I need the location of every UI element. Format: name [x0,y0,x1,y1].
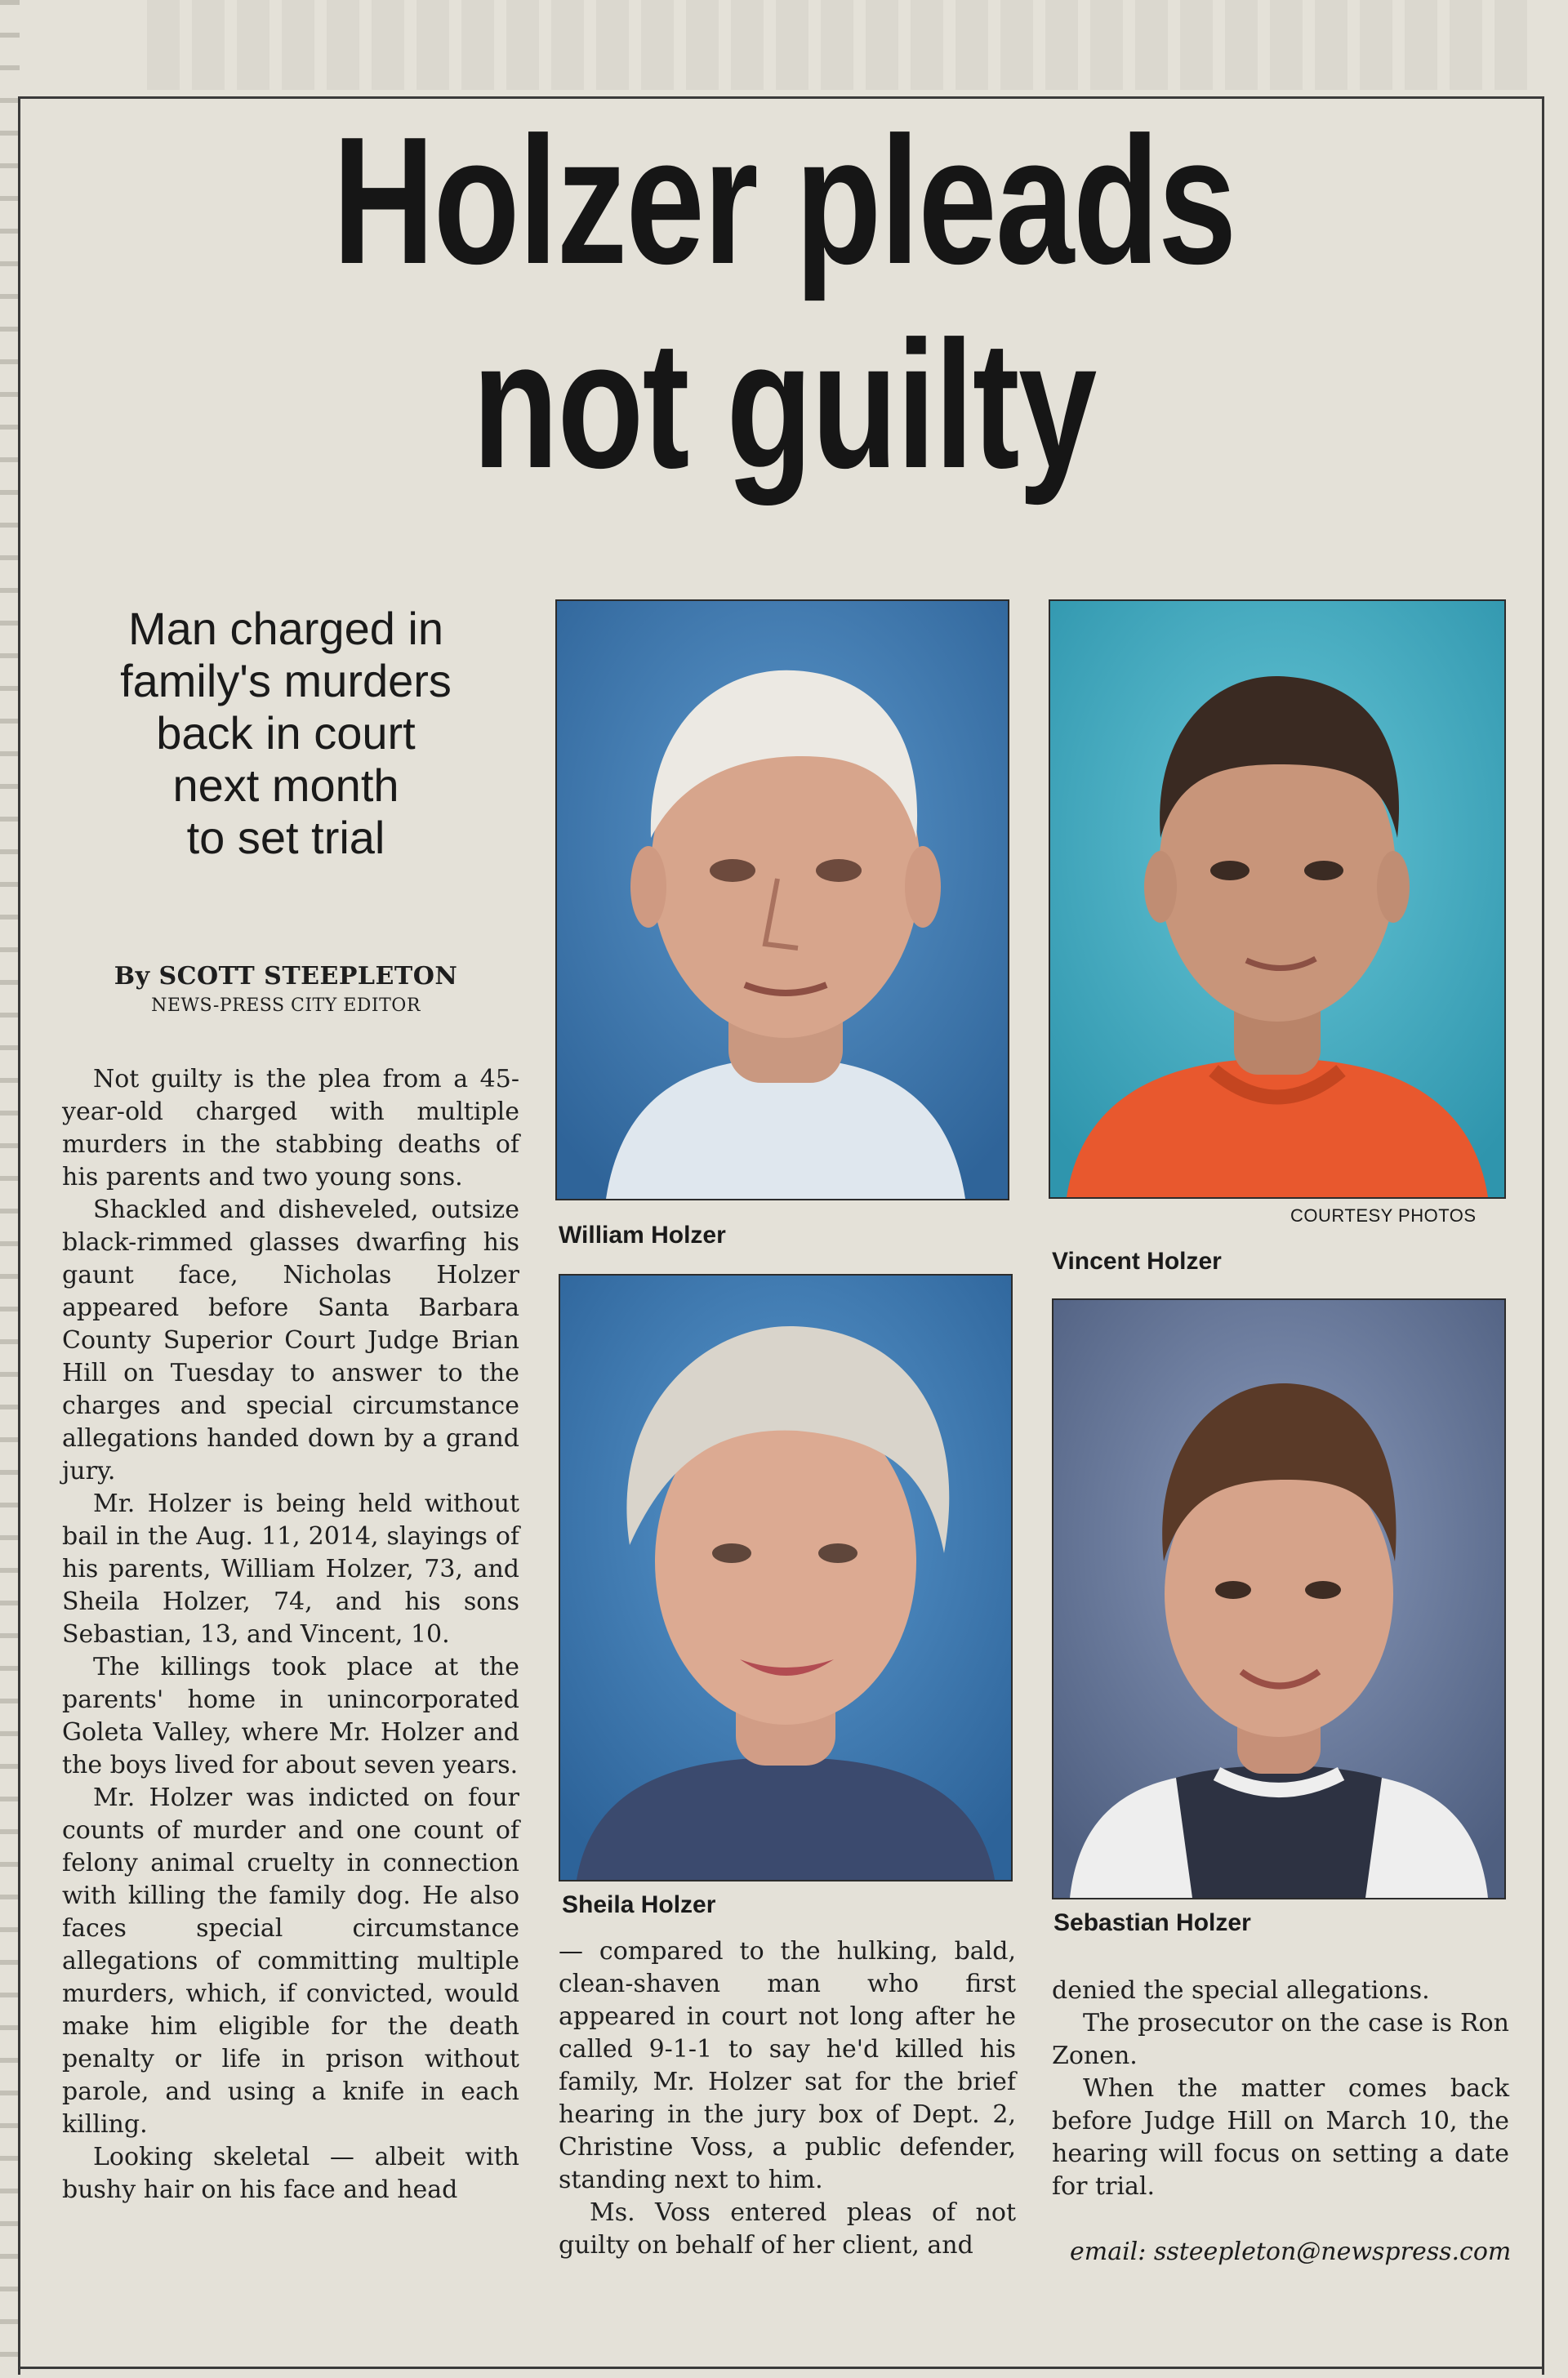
subhead-line: family's murders [120,655,452,706]
portrait-young-boy-image [1050,601,1504,1197]
photo-sebastian-holzer [1052,1298,1506,1899]
paragraph: Mr. Holzer was indicted on four counts of murder and one count of felony animal cruelty in connection with killing the family dog. He also faces special circumstance allegations of committing multiple murders, which, if convicted, would make him eligible for the death penalty or life in prison without parole, and using a knife in each killing. [62,1784,519,2139]
caption-sebastian: Sebastian Holzer [1054,1909,1251,1936]
paragraph: Mr. Holzer is being held without bail in the Aug. 11, 2014, slayings of his parents, William Holzer, 73, and Sheila Holzer, 74, and his sons Sebastian, 13, and Vincent, 10. [62,1490,519,1649]
subhead [57,603,514,864]
paragraph: — compared to the hulking, bald, clean-shaven man who first appeared in court not long after he called 9-1-1 to say he'd killed his family, Mr. Holzer sat for the brief hearing in the jury box of Dept. 2, Christine Voss, a public defender, standing next to him. [559,1937,1016,2194]
headline-line-2: not guilty [472,304,1096,506]
paragraph: denied the special allegations. [1052,1976,1430,2005]
photo-credit: COURTESY PHOTOS [1290,1205,1477,1226]
headline-line-1: Holzer pleads [332,100,1236,302]
paragraph: Not guilty is the plea from a 45-year-old charged with multiple murders in the stabbing deaths of his parents and two young sons. [62,1065,519,1191]
subhead-line: next month [172,759,399,811]
byline [57,962,514,1016]
portrait-boy-image [1054,1300,1504,1898]
paragraph: The prosecutor on the case is Ron Zonen. [1052,2009,1509,2070]
photo-vincent-holzer [1049,599,1506,1199]
paragraph: Looking skeletal — albeit with bushy hair on his face and head [62,2143,519,2204]
neighbor-bleed-left [0,0,20,2378]
caption-vincent: Vincent Holzer [1052,1248,1222,1275]
paragraph: Shackled and disheveled, outsize black-rimmed glasses dwarfing his gaunt face, Nicholas Holzer appeared before Santa Barbara County Superior Court Judge Brian Hill on Tuesday to answer to the charges and special circumstance allegations handed down by a grand jury. [62,1196,519,1485]
paragraph: When the matter comes back before Judge Hill on March 10, the hearing will focus on setting a date for trial. [1052,2074,1509,2201]
photo-sheila-holzer [559,1274,1013,1881]
portrait-elderly-man-image [557,601,1008,1199]
caption-william: William Holzer [559,1222,726,1249]
article-column-3 [1052,1975,1509,2203]
byline-author: By SCOTT STEEPLETON [114,962,458,991]
caption-sheila: Sheila Holzer [562,1891,716,1918]
author-email: email: ssteepleton@newspress.com [1070,2238,1512,2266]
paragraph: Ms. Voss entered pleas of not guilty on behalf of her client, and [559,2198,1016,2260]
portrait-elderly-woman-image [560,1276,1011,1880]
paragraph: The killings took place at the parents' home in unincorporated Goleta Valley, where Mr. Holzer and the boys lived for about seven years. [62,1653,519,1779]
article-column-2 [559,1935,1016,2262]
bottom-border-rule [18,2367,1544,2369]
subhead-line: Man charged in [127,603,443,654]
byline-role: NEWS-PRESS CITY EDITOR [151,995,421,1016]
subhead-line: to set trial [186,812,385,863]
right-border-rule [1542,96,1544,2375]
article-column-1 [62,1063,519,2207]
left-border-rule [18,96,20,2375]
photo-william-holzer [555,599,1009,1200]
subhead-line: back in court [156,707,416,759]
neighbor-bleed-top [147,0,1535,90]
top-border-rule [18,96,1544,99]
